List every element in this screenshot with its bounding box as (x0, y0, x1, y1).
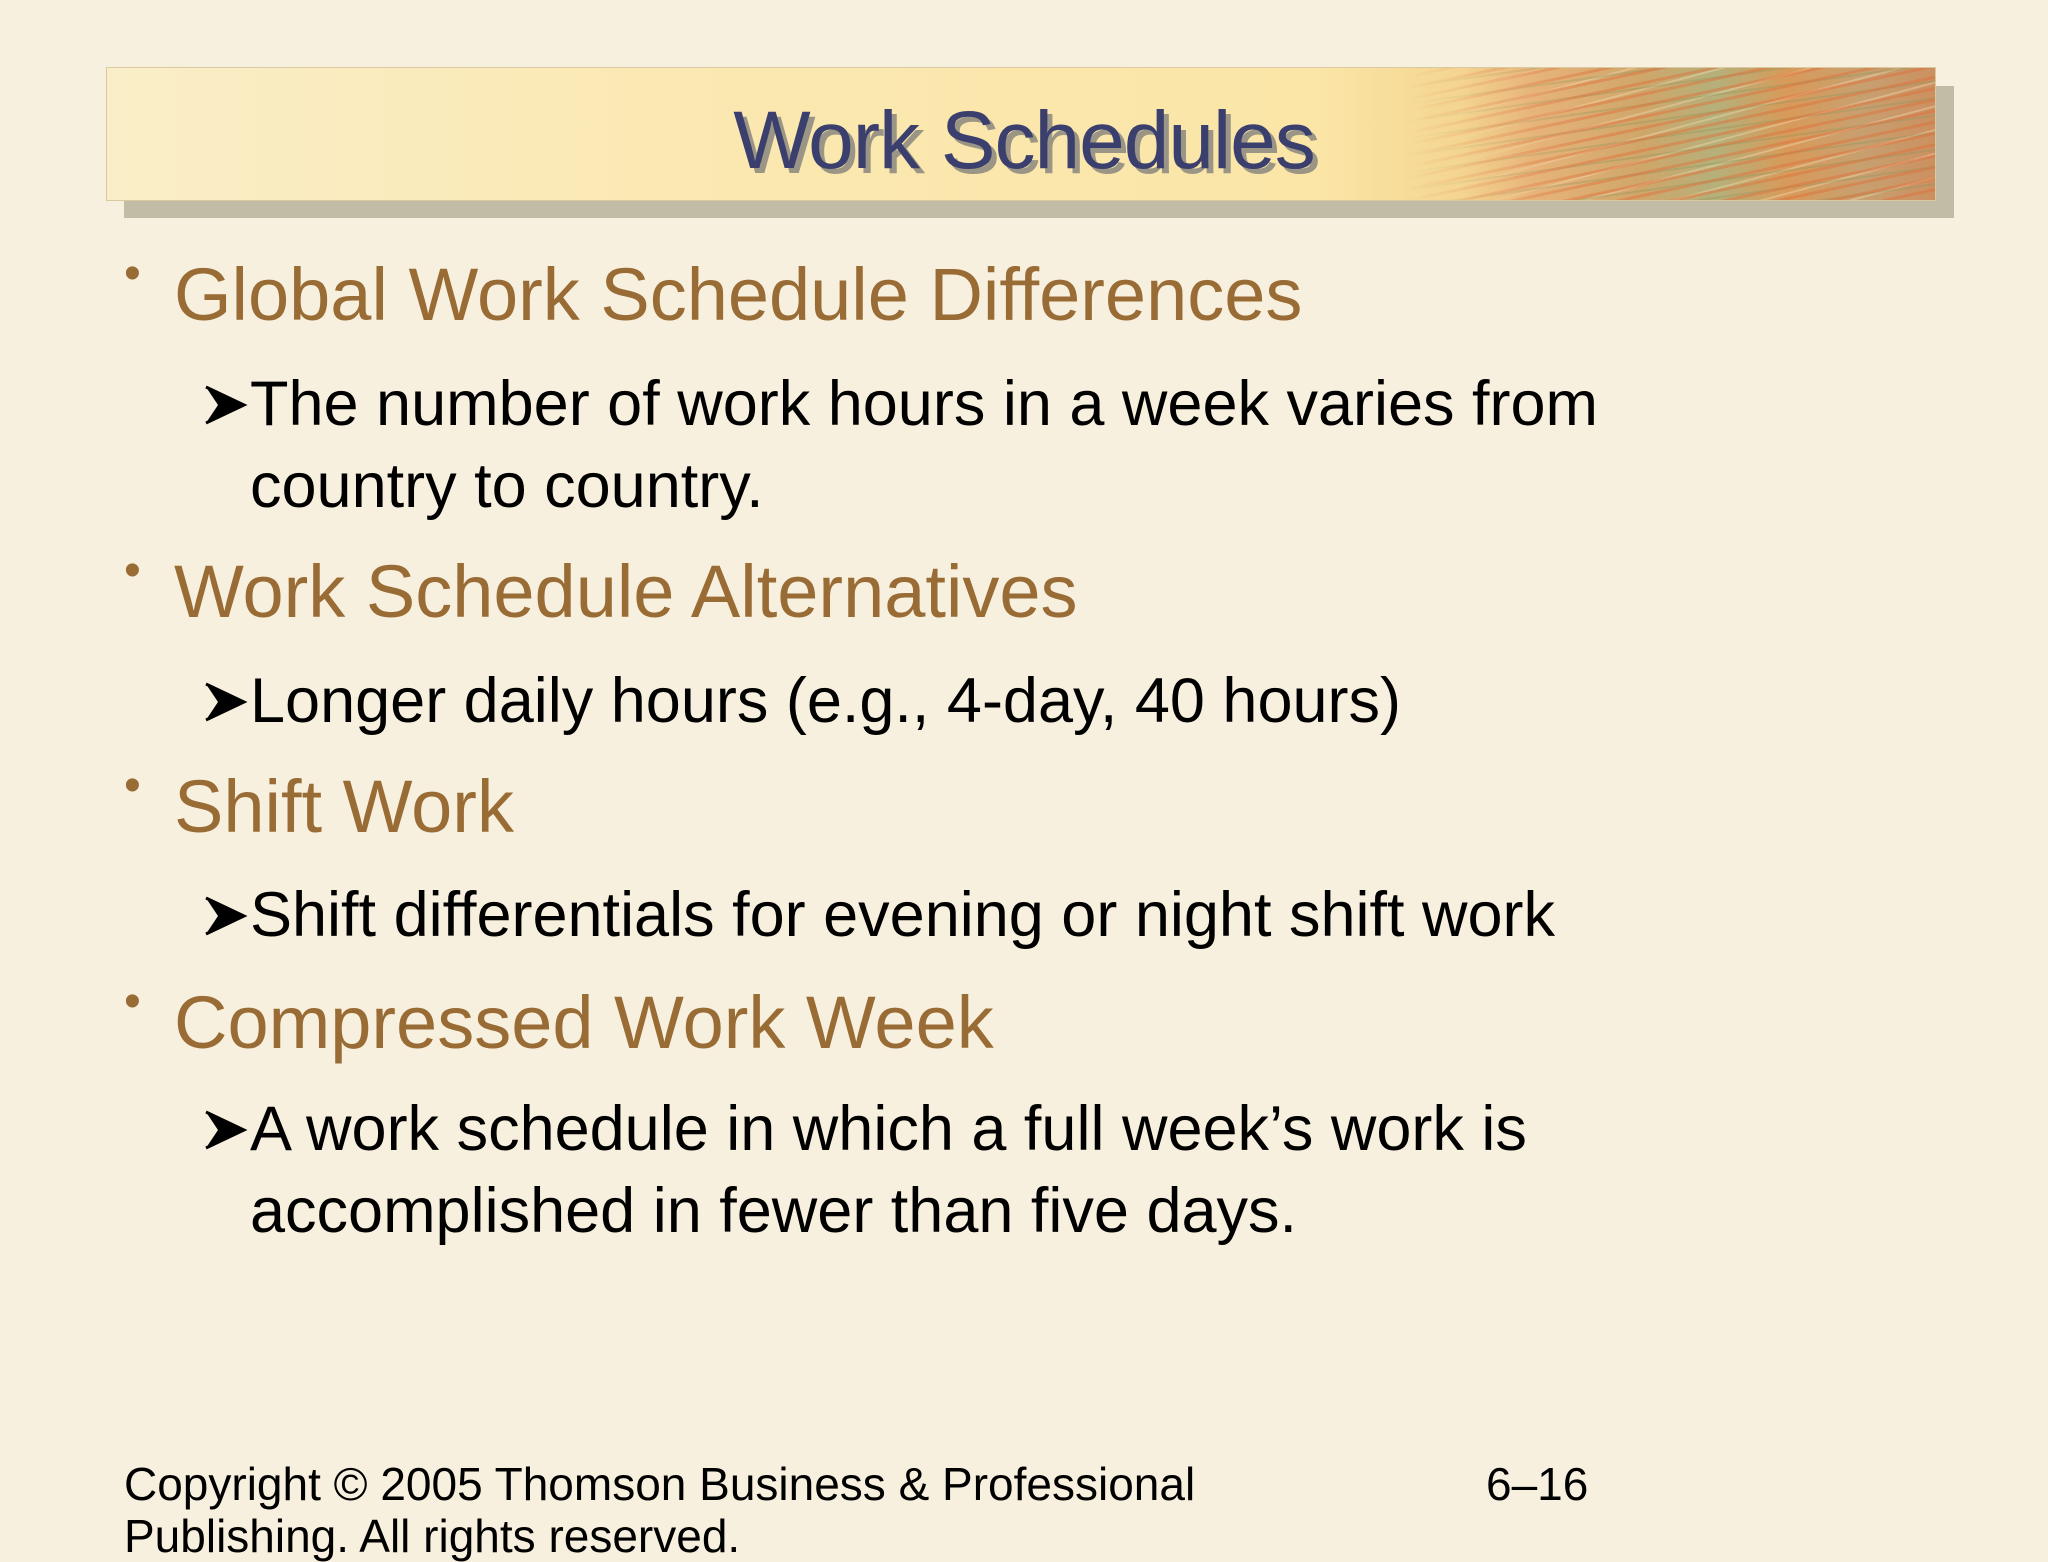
slide-title: Work Schedules (733, 95, 1315, 186)
sub-bullet-text: Longer daily hours (e.g., 4-day, 40 hours) (250, 666, 1401, 736)
bullet-dot: • (124, 544, 141, 597)
bullet-heading-text: Global Work Schedule Differences (174, 253, 1303, 336)
sub-bullet-text: The number of work hours in a week varies from country to country. (250, 369, 1599, 521)
sub-bullet-text: A work schedule in which a full week’s work is accomplished in fewer than five days. (250, 1094, 1527, 1246)
bullet-heading-text: Work Schedule Alternatives (174, 550, 1078, 633)
footer-copyright: Copyright © 2005 Thomson Business & Professional Publishing. All rights reserved. (124, 1458, 1196, 1562)
bullet-heading-text: Shift Work (174, 765, 514, 848)
bullet-dot: • (124, 759, 141, 812)
bullet-dot: • (124, 247, 141, 300)
bullet-heading-text: Compressed Work Week (174, 981, 994, 1064)
sub-bullet-text: Shift differentials for evening or night shift work (250, 880, 1556, 950)
right-arrowhead-icon (202, 363, 248, 445)
footer-page-number: 6–16 (1486, 1458, 1589, 1510)
bullet-dot: • (124, 975, 141, 1028)
right-arrowhead-icon (202, 1088, 248, 1170)
right-arrowhead-icon (202, 660, 248, 742)
right-arrowhead-icon (202, 874, 248, 956)
